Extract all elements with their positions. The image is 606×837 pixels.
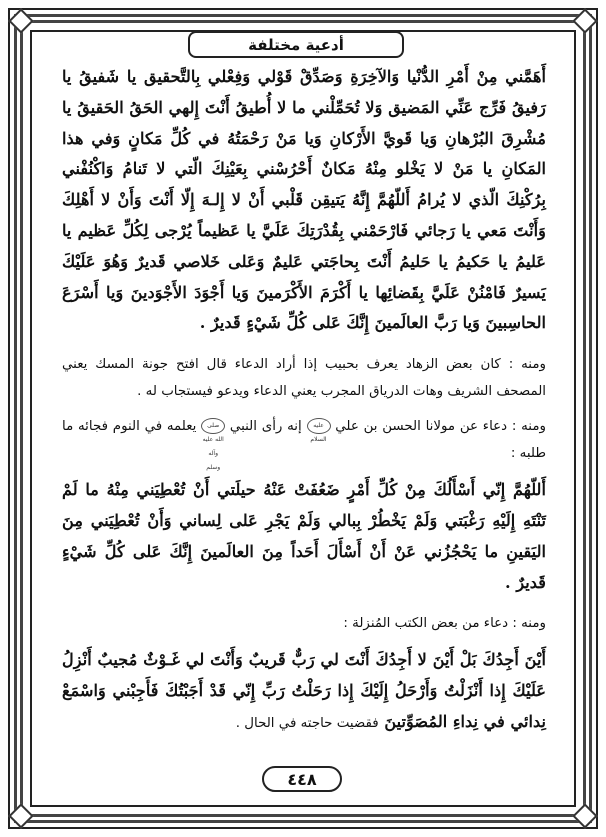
prayer-text-3 — [62, 645, 546, 737]
prayer-3-body: أَيْنَ أَجِدُكَ بَلْ أَيْنَ لا أَجِدُكَ أَنْتَ لي رَبٌّ قَريبٌ وَأَنْتَ لي غَـوْثٌ مُجيبٌ أَنْزِلُ عَلَيْكَ إِذا أَنْزَلْتُ وَأَرْحَلُ إِلَيْكَ إِذا رَحَلْتُ رَبِّ إِنّي قَدْ أَجَبْتُكَ فَأَجِبْني وَاسْمَعْ نِدائي في نِداءِ المُصَوِّتينَ — [62, 650, 546, 731]
note-2-part-3: يعلمه في النوم فجائه ما طلبه : — [62, 419, 546, 462]
note-paragraph-1: ومنه : كان بعض الزهاد يعرف بحبيب إذا أراد الدعاء قال افتح جونة المسك يعني المصحف الشريف وهات الدرياق المجرب يعني الدعاء ويدعو فيستجاب له . — [62, 357, 546, 400]
page-title: أدعية مختلفة — [248, 35, 344, 54]
prayer-text-1: أَهَمَّني مِنْ أَمْرِ الدُّنْيا وَالآخِرَةِ وَصَدِّقْ قَوْلي وَفِعْلي بِالتَّحقيق يا شَفيقُ يا رَفيقُ فَرِّج عَنِّي المَضيق وَلا تُحَمِّلْني ما لا أُطيقُ أَنْتَ إِلهي الحَقُ الحَقيقُ يا مُشْرِقَ البُرْهانِ وَيا قَويَّ الأَرْكانِ وَيا مَنْ رَحْمَتُهُ في كُلِّ مَكانٍ وَفي هذا المَكانِ يا مَنْ لا يَخْلو مِنْهُ مَكانٌ أَحْرُسْني بِعَيْنِكَ الّتي لا تَنامُ وَاكْنُفْني بِرُكْنِكَ الّذي لا يُرامُ أَللّهُمَّ إِنَّهُ يَتيقِن قَلْبي أَنْ لا إِلـهَ إِلّا أَنْتَ وَأَنْ لا أَهْلِكَ وَأَنْتَ مَعي يا رَجائي فَارْحَمْني بِقُدْرَتِكَ عَلَيَّ يا عَظيماً يُرْجى لِكُلِّ عَظيم يا عَليمُ يا حَكيمُ يا حَليمُ أَنْتَ بِحاجَتي عَليمٌ وَعَلى خَلاصي قَديرٌ وَهُوَ عَلَيْكَ يَسيرٌ فَامْنُنْ عَلَيَّ بِقَضائِها يا أَكْرَمَ الأَكْرَمينَ وَيا أَجْوَدَ الأَجْوَدينَ وَيا أَسْرَعَ الحاسِبينَ وَيا رَبَّ العالَمينَ إِنَّكَ عَلى كُلِّ شَيْءٍ قَديرٌ . — [62, 67, 546, 333]
page-content — [62, 62, 546, 738]
note-2-part-2: إنه رأى النبي — [229, 419, 302, 435]
prayer-text-2: أَللّهُمَّ إِنّي أَسْأَلُكَ مِنْ كُلِّ أَمْرٍ ضَعُفَتْ عَنْهُ حيلَتي أَنْ تُعْطِيَني مِنْهُ ما لَمْ تَنْتَهِ إِلَيْهِ رَغْبَتي وَلَمْ يَخْطُرْ بِبالي وَلَمْ يَجْرِ عَلى لِساني وَأَنْ تُعْطِيَني مِنَ اليَقينِ ما يَحْجُزُني عَنْ أَنْ أَسْأَلَ أَحَداً مِنَ العالَمينَ إِنَّكَ عَلى كُلِّ شَيْءٍ قَديرٌ . — [62, 480, 546, 592]
note-paragraph-3: ومنه : دعاء من بعض الكتب المُنزلة : — [343, 616, 546, 632]
prayer-3-tail: فقضيت حاجته في الحال . — [235, 715, 379, 731]
peace-seal-icon: عليه السلام — [307, 418, 331, 434]
header-title-box — [188, 31, 404, 58]
page-number: ٤٤٨ — [287, 769, 317, 789]
note-paragraph-2 — [62, 413, 546, 472]
prophet-seal-icon: صلى الله عليه وآله وسلم — [201, 418, 225, 434]
page-number-box — [262, 766, 342, 792]
note-2-part-1: ومنه : دعاء عن مولانا الحسن بن علي — [335, 419, 546, 435]
